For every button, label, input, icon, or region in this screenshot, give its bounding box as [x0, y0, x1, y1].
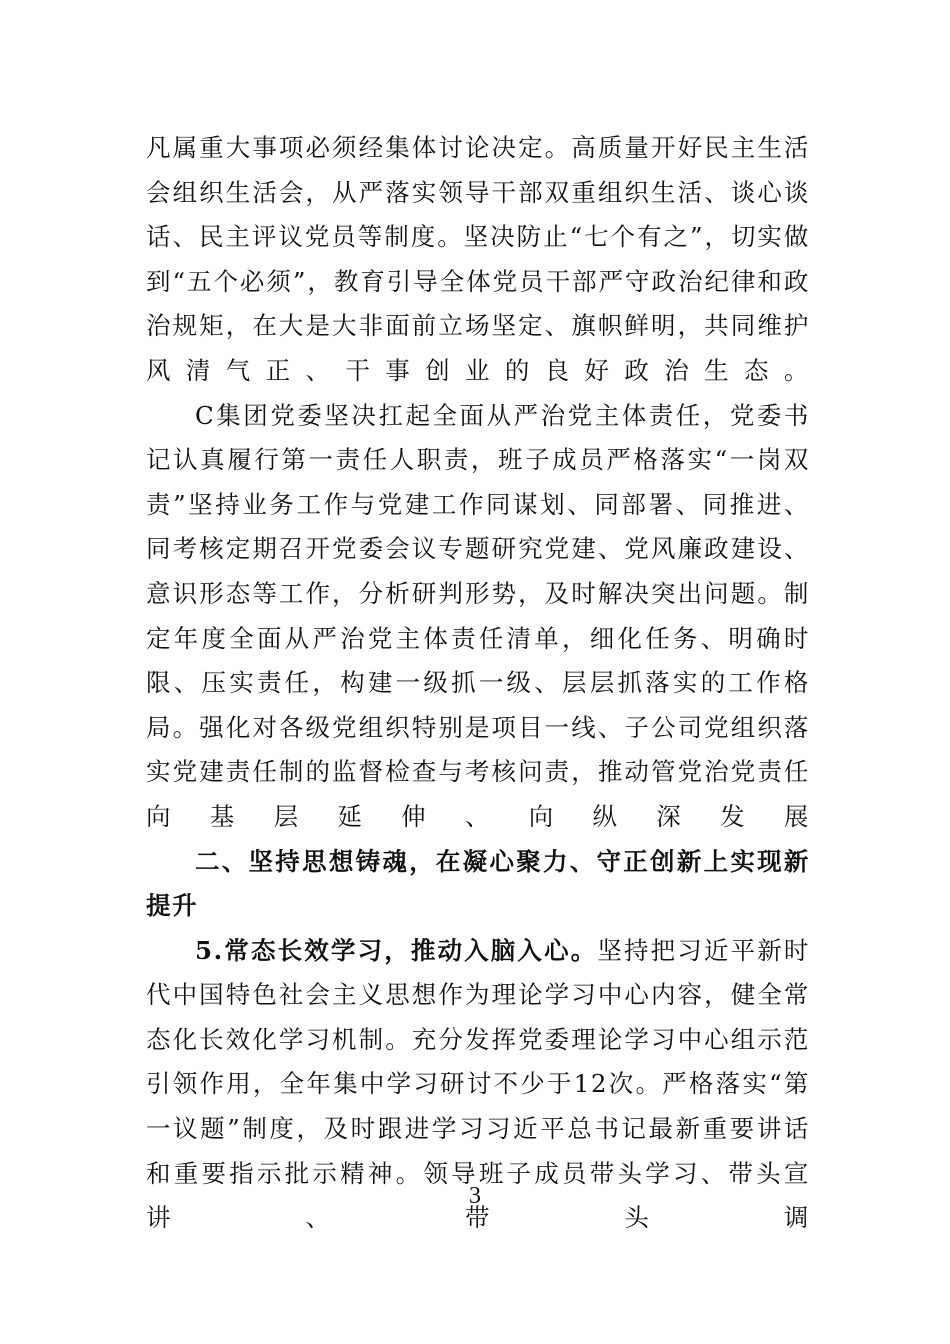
paragraph-study-body: 坚持把习近平新时代中国特色社会主义思想作为理论学习中心内容，健全常态化长效化学习机制。充分发挥党委理论学习中心组示范引领作用，全年集中学习研讨不少于12次。严格落实“第一议题”制度，及时跟进学习习近平总书记最新重要讲话和重要指示批示精神。领导班子成员带头学习、带头宣讲、带头调 [146, 935, 810, 1233]
paragraph-collective-decision: 凡属重大事项必须经集体讨论决定。高质量开好民主生活会组织生活会，从严落实领导干部双重组织生活、谈心谈话、民主评议党员等制度。坚决防止“七个有之”，切实做到“五个必须”，教育引导全体党员干部严守政治纪律和政治规矩，在大是大非面前立场坚定、旗帜鲜明，共同维护风清气正、干事创业的良好政治生态。 [146, 133, 810, 385]
document-body [146, 126, 810, 1241]
paragraph-lead-title: 5.常态长效学习，推动入脑入心。 [195, 935, 598, 965]
paragraph-party-responsibility: C集团党委坚决扛起全面从严治党主体责任，党委书记认真履行第一责任人职责，班子成员严格落实“一岗双责”坚持业务工作与党建工作同谋划、同部署、同推进、同考核定期召开党委会议专题研究党建、党风廉政建设、意识形态等工作，分析研判形势，及时解决突出问题。制定年度全面从严治党主体责任清单，细化任务、明确时限、压实责任，构建一级抓一级、层层抓落实的工作格局。强化对各级党组织特别是项目一线、子公司党组织落实党建责任制的监督检查与考核问责，推动管党治党责任向基层延伸、向纵深发展 [146, 400, 810, 831]
section-heading: 二、坚持思想铸魂，在凝心聚力、守正创新上实现新提升 [146, 846, 810, 921]
page-number: 3 [469, 1183, 481, 1209]
